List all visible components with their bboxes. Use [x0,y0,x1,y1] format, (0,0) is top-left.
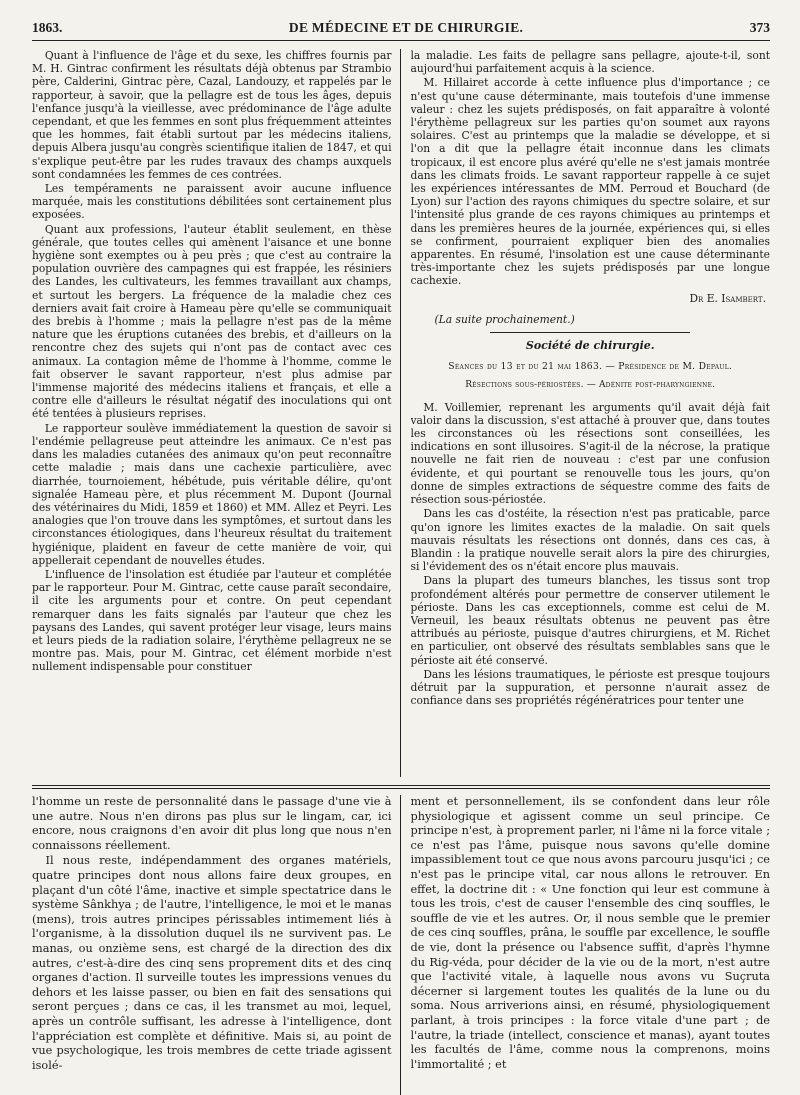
feuilleton-divider [32,785,770,789]
paragraph-professions: Quant aux professions, l'auteur établit seulement, en thèse générale, que toutes celles qui amènent l'aisance et une bonne hygiène sont exemptes ou à peu près ; que c'est au contraire la population ouvrière des campagnes qui est frappée, les résiniers des Landes, les cultivateurs, les femmes travaillant aux champs, et surtout les bergers. La fréquence de la maladie chez ces derniers avait fait croire à Hameau père qu'elle se communiquait des brebis à l'homme ; mais la pellagre n'est pas de la même nature que les éruptions cutanées des brebis, et d'ailleurs on la rencontre chez des sujets qui n'ont pas de contact avec ces animaux. La contagion même de l'homme à l'homme, comme le fait observer le savant rapporteur, n'est plus admise par l'immense majorité des médecins italiens et français, et elle a contre elle d'ailleurs le résultat négatif des inoculations qui ont été tentées à plusieurs reprises. [32,222,392,421]
paragraph-hillairet: M. Hillairet accorde à cette influence plus d'importance ; ce n'est qu'une cause déterminante, mais toutefois d'une immense valeur : chez les sujets prédisposés, on fait apparaître à volonté l'érythème pellagreux sur les parties qu'on soumet aux rayons solaires. C'est au printemps que la maladie se développe, et si l'on a dit que la pellagre était inconnue dans les climats tropicaux, il est encore plus avéré qu'elle ne s'est jamais montrée dans les climats froids. Le savant rapporteur rappelle à ce sujet les expériences intéressantes de MM. Perroud et Bouchard (de Lyon) sur l'action des rayons chimiques du spectre solaire, et sur l'intensité plus grande de ces rayons chimiques au printemps et dans les premières heures de la journée, expériences qui, si elles se confirment, pourraient expliquer bien des anomalies apparentes. En résumé, l'insolation est une cause déterminante très-importante chez les sujets prédisposés par une longue cachexie. [410,76,770,288]
lower-left-column [32,795,401,1095]
lower-right-column [411,795,771,1095]
page-number: 373 [749,20,770,35]
paragraph-age-sex: Quant à l'influence de l'âge et du sexe, les chiffres fournis par M. H. Gintrac confirment les résultats déjà obtenus par Strambio père, Calderini, Gintrac père, Cazal, Landouzy, et rappelés par le rapporteur, à savoir, que la pellagre est de tous les âges, depuis l'enfance jusqu'à la vieillesse, avec prédominance de l'âge adulte cependant, et que les femmes en sont plus fréquemment atteintes que les hommes, fait établi surtout par les médecins italiens, depuis Albera jusqu'au congrès scientifique italien de 1847, et qui s'explique peut-être par les rudes travaux des champs auxquels sont condamnées les femmes de ces contrées. [32,49,392,181]
header-year: 1863. [32,20,63,35]
running-header [32,20,770,41]
paragraph-insolation: L'influence de l'insolation est étudiée par l'auteur et complétée par le rapporteur. Pour M. Gintrac, cette cause paraît secondaire, il cite les arguments pour et contre. On peut cependant remarquer dans les faits signalés par l'auteur que chez les paysans des Landes, qui savent protéger leur visage, leurs mains et leurs pieds de la radiation solaire, l'érythème pellagreux ne se montre pas. Mais, pour M. Gintrac, cet élément morbide n'est nullement indispensable pour constituer [32,567,392,674]
paragraph-lingam: l'homme un reste de personnalité dans le passage d'une vie à une autre. Nous n'en dirons pas plus sur le lingam, car, ici encore, nous craignons d'en avoir dit plus long que nous n'en connaissons réellement. [32,795,392,852]
society-heading: Société de chirurgie. [525,339,655,353]
paragraph-voillemier: M. Voillemier, reprenant les arguments qu'il avait déjà fait valoir dans la discussion, s'est attaché à prouver que, dans toutes les circonstances où les résections sont conseillées, les indications en sont illusoires. S'agit-il de la nécrose, la pratique nouvelle ne fait rien de nouveau : c'est par une confusion évidente, et qui pourtant se renouvelle tous les jours, qu'on donne de simples extractions de séquestre comme des faits de résection sous-périostée. [410,400,770,507]
header-title: DE MÉDECINE ET DE CHIRURGIE. [288,20,524,35]
upper-right-column [411,49,771,777]
upper-left-column [32,49,401,777]
paragraph-osteite: Dans les cas d'ostéite, la résection n'est pas praticable, parce qu'on ignore les limites exactes de la maladie. On sait quels mauvais résultats les résections ont donnés, dans ces cas, à Blandin : la pratique nouvelle serait alors la pire des chirurgies, si l'évidement des os n'était encore plus mauvais. [410,507,770,574]
upper-columns [32,49,770,777]
paragraph-souffles: ment et personnellement, ils se confondent dans leur rôle physiologique et agissent comme un seul principe. Ce principe n'est, à proprement parler, ni l'âme ni la force vitale ; ce n'est pas l'âme, puisque nous savons qu'elle domine impassiblement tout ce que nous avons parcouru jusqu'ici ; ce n'est pas le principe vital, car nous allons le retrouver. En effet, la doctrine dit : « Une fonction qui leur est commune à tous les trois, c'est de causer l'ensemble des cinq souffles, le souffle de vie et les autres. Or, il nous semble que le premier de ces cinq souffles, prâna, le souffle par excellence, le souffle de vie, dont la présence ou l'absence suffit, d'après l'hymne du Rig-véda, pour décider de la vie ou de la mort, n'est autre que l'activité vitale, à laquelle nous avons vu Suçruta décerner si largement toutes les qualités de la lune ou du soma. Nous arriverions ainsi, en résumé, physiologiquement parlant, à trois principes : la force vitale d'une part ; de l'autre, la triade (intellect, conscience et manas), ayant toutes les facultés de l'âme, comme nous la comprenons, moins l'immortalité ; et [410,795,770,1071]
paragraph-animals: Le rapporteur soulève immédiatement la question de savoir si l'endémie pellagreuse peut atteindre les animaux. Ce n'est pas dans les maladies cutanées des animaux qu'on peut reconnaître cette maladie ; mais dans une cachexie particulière, avec diarrhée, tournoiement, hébétude, puis véritable délire, qu'ont signalée Hameau père, et plus récemment M. Dupont (Journal des vétérinaires du Midi, 1859 et 1860) et MM. Allez et Peyri. Les analogies que l'on trouve dans les symptômes, et surtout dans les circonstances étiologiques, dans l'heureux résultat du traitement hygiénique, plaident en faveur de cette manière de voir, qui appellerait cependant de nouvelles études. [32,421,392,567]
author-signature: Dr E. Isambert. [689,291,766,305]
lower-columns [32,795,770,1095]
to-be-continued-note: (La suite prochainement.) [434,312,575,326]
subject-line: Résections sous-périostées. — Adénite post-pharyngienne. [465,380,716,391]
session-line: Séances du 13 et du 21 mai 1863. — Présidence de M. Depaul. [448,361,733,373]
paragraph-lesions: Dans les lésions traumatiques, le périoste est presque toujours détruit par la suppuration, et personne n'aurait assez de confiance dans ses propriétés régénératrices pour tenter une [410,667,770,708]
paragraph-principes: Il nous reste, indépendamment des organes matériels, quatre principes dont nous allons faire deux groupes, en plaçant d'un côté l'âme, inactive et simple spectatrice dans le système Sânkhya ; de l'autre, l'intelligence, le moi et le manas (mens), trois autres principes périssables intimement liés à l'organisme, à la dissolution duquel ils ne survivent pas. Le manas, ou onzième sens, est chargé de la direction des dix autres, c'est-à-dire des cinq sens proprement dits et des cinq organes d'action. Il surveille toutes les impressions venues du dehors et les laisse passer, ou bien en fait des sensations qui seront perçues ; dans ce cas, il les transmet au moi, lequel, après un contrôle suffisant, les adresse à l'intelligence, dont l'appréciation est complète et définitive. Mais si, au point de vue psychologique, les trois membres de cette triade agissent isolé- [32,854,392,1072]
paragraph-tumeurs: Dans la plupart des tumeurs blanches, les tissus sont trop profondément altérés pour permettre de conserver utilement le périoste. Dans les cas exceptionnels, comme est celui de M. Verneuil, les beaux résultats obtenus ne peuvent pas être attribués au périoste, puisque d'autres chirurgiens, et M. Richet en particulier, ont observé des résultats semblables sans que le périoste ait été conservé. [410,574,770,667]
section-rule [490,332,690,333]
paragraph-temperaments: Les tempéraments ne paraissent avoir aucune influence marquée, mais les constitutions débilitées sont certainement plus exposées. [32,182,392,222]
paragraph-continuation: la maladie. Les faits de pellagre sans pellagre, ajoute-t-il, sont aujourd'hui parfaitement acquis à la science. [410,49,770,76]
